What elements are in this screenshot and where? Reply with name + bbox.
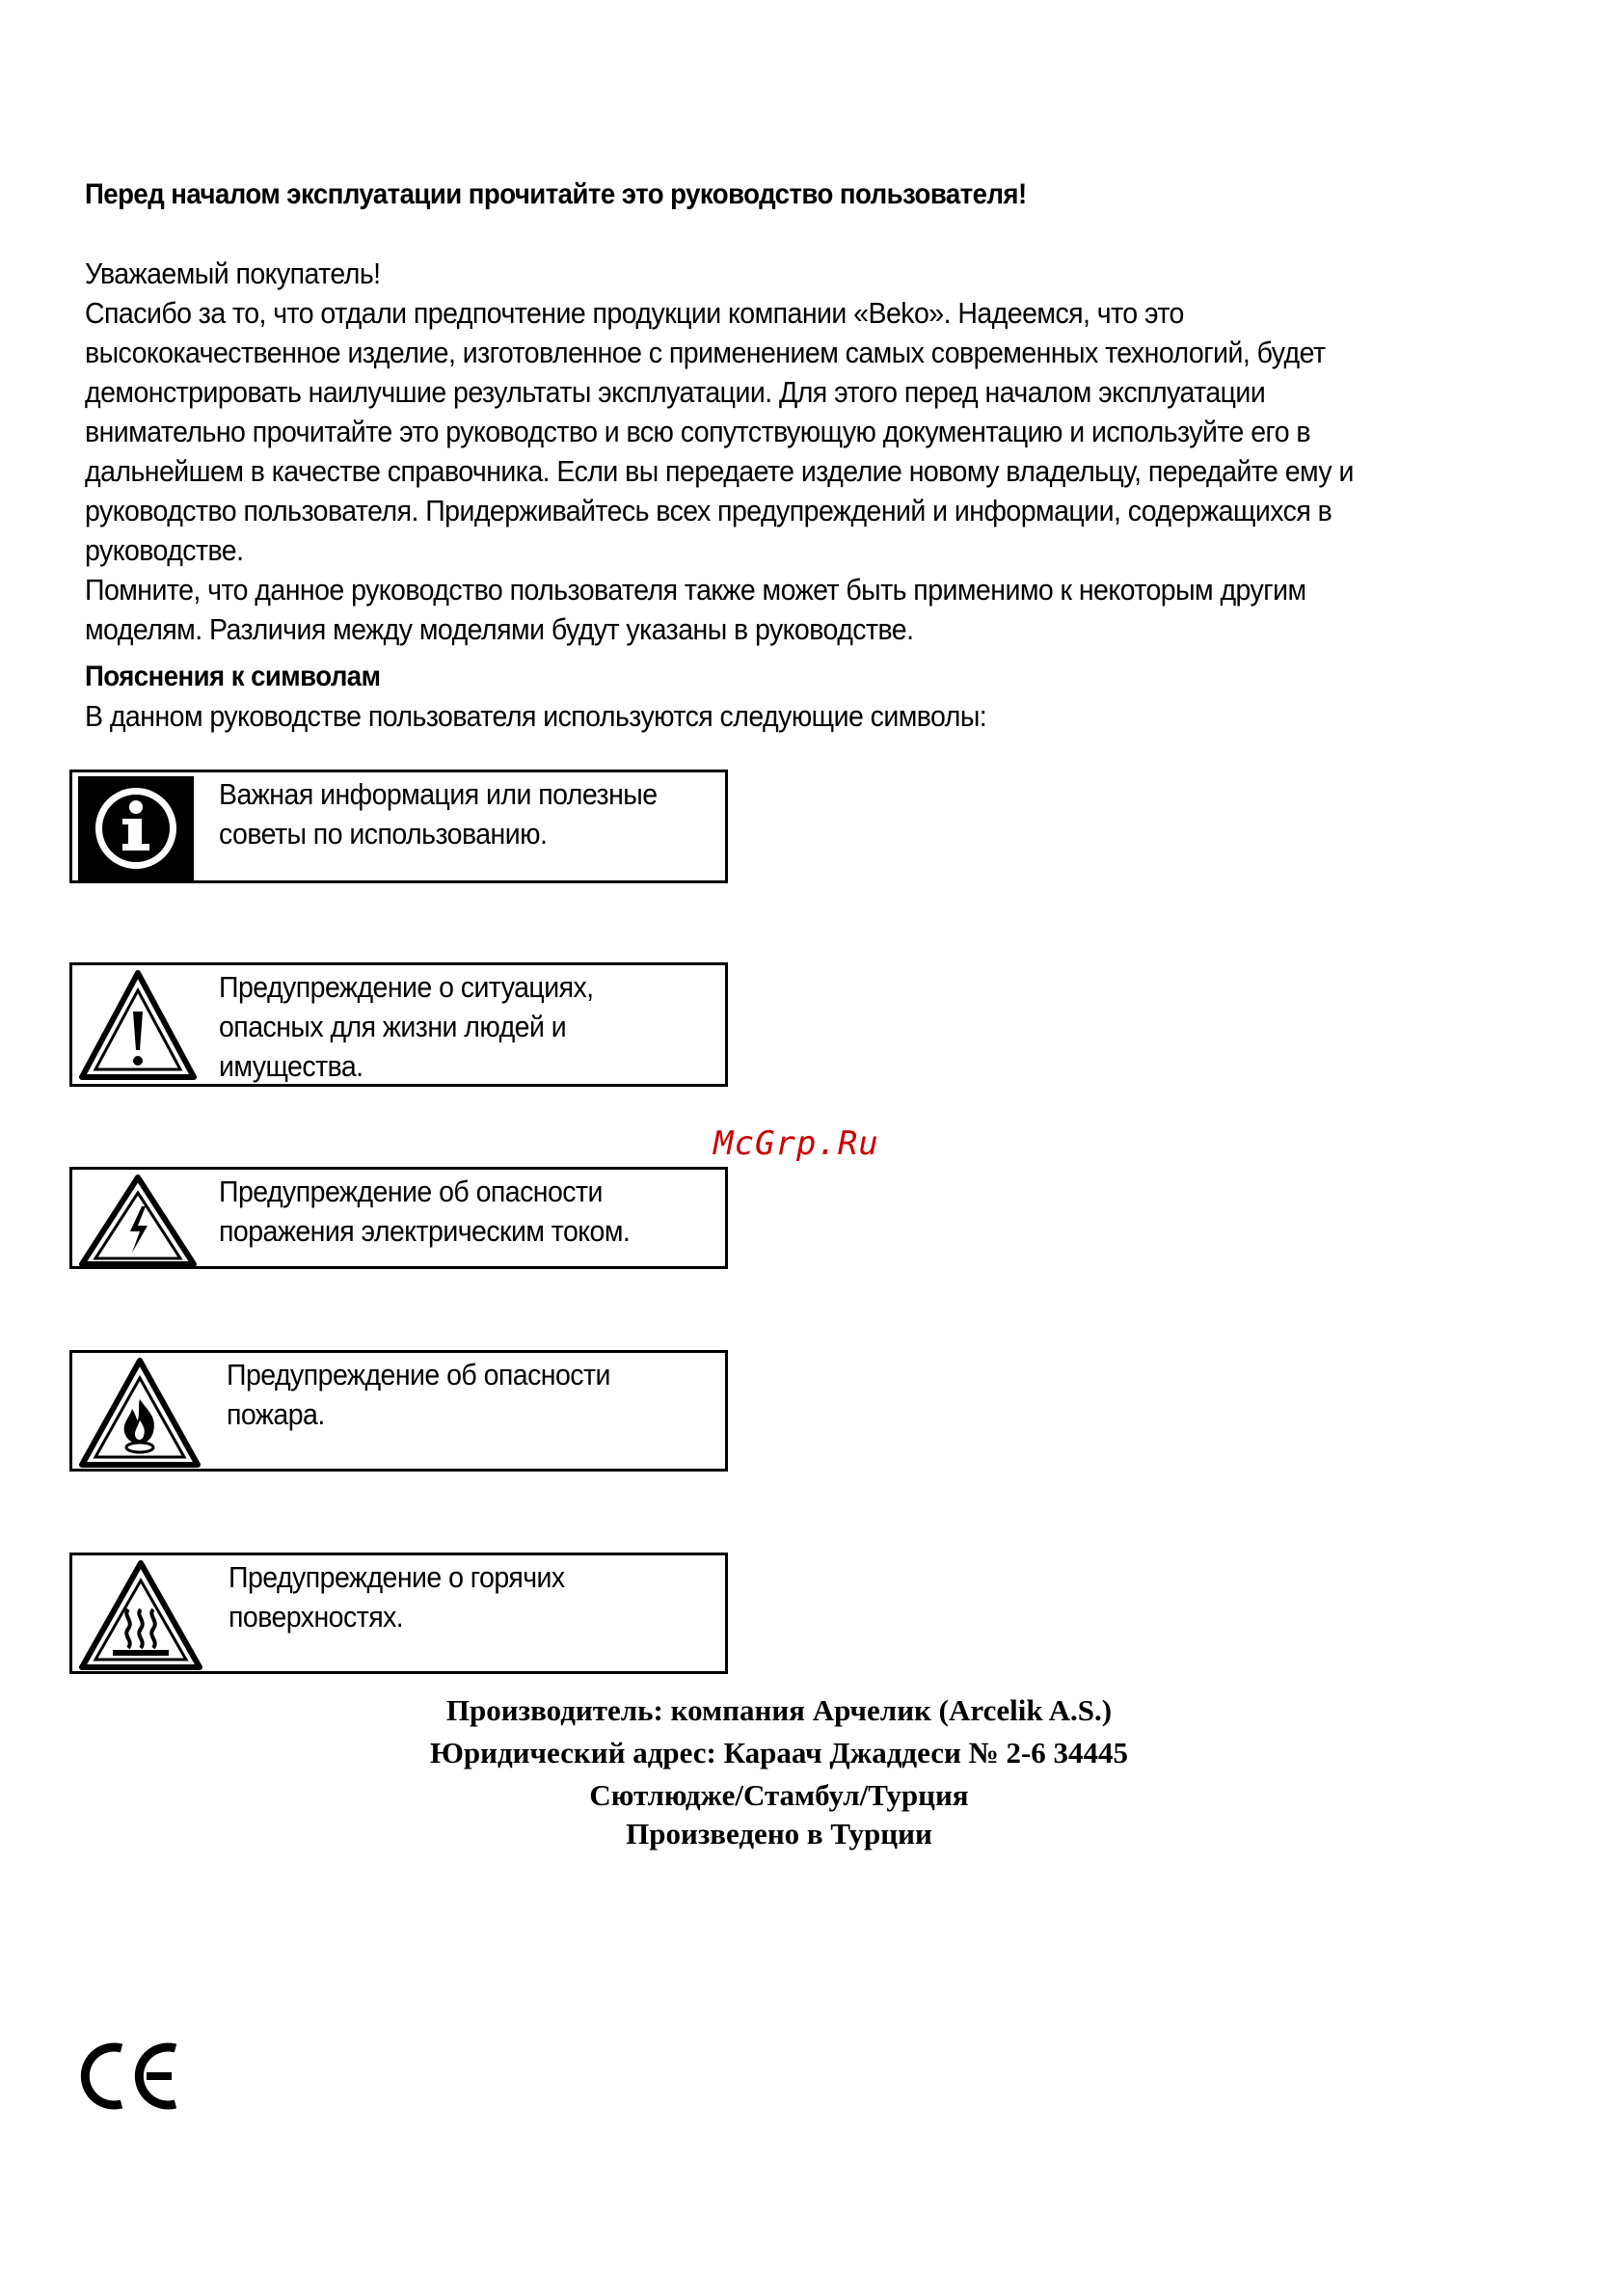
- symbol-box-info: [69, 770, 728, 883]
- symbol-text-line: Предупреждение об опасности: [227, 1358, 610, 1391]
- symbol-text-line: имущества.: [219, 1049, 363, 1083]
- symbol-text-line: поражения электрическим током.: [219, 1214, 631, 1248]
- intro-line: внимательно прочитайте это руководство и всю сопутствующую документацию и используйте его в: [85, 415, 1311, 448]
- watermark: McGrp.Ru: [713, 1124, 879, 1163]
- info-icon: [78, 776, 194, 880]
- symbols-title: Пояснения к символам: [85, 661, 381, 692]
- page-heading: Перед началом эксплуатации прочитайте это руководство пользователя!: [85, 178, 1027, 210]
- intro-text: [85, 254, 1504, 649]
- intro-line: дальнейшем в качестве справочника. Если вы передаете изделие новому владельцу, передайте ему и: [85, 454, 1354, 488]
- manufacturer-line: Производитель: компания Арчелик (Arcelik A.S.): [445, 1693, 1113, 1727]
- intro-line: Спасибо за то, что отдали предпочтение продукции компании «Beko». Надеемся, что это: [85, 296, 1184, 330]
- manufacturer-line: Сютлюдже/Стамбул/Турция: [589, 1778, 969, 1812]
- intro-line: Уважаемый покупатель!: [85, 257, 381, 290]
- symbol-text-line: опасных для жизни людей и: [219, 1010, 567, 1043]
- ce-mark-icon: [79, 2040, 181, 2112]
- warning-icon: [78, 969, 198, 1083]
- symbols-description: В данном руководстве пользователя используются следующие символы:: [85, 699, 987, 733]
- intro-line: моделям. Различия между моделями будут указаны в руководстве.: [85, 612, 914, 646]
- intro-line: высококачественное изделие, изготовленное с применением самых современных технологий, будет: [85, 336, 1326, 369]
- symbol-box-fire: [69, 1350, 728, 1472]
- electric-shock-icon: [78, 1174, 198, 1268]
- intro-line: демонстрировать наилучшие результаты эксплуатации. Для этого перед началом эксплуатации: [85, 375, 1266, 409]
- symbol-text-line: советы по использованию.: [219, 817, 548, 851]
- symbol-text-line: пожара.: [227, 1397, 325, 1431]
- symbol-text-line: Предупреждение о горячих: [229, 1560, 565, 1594]
- intro-line: руководство пользователя. Придерживайтесь всех предупреждений и информации, содержащихся в: [85, 494, 1332, 527]
- symbol-text-line: Предупреждение о ситуациях,: [219, 970, 594, 1004]
- intro-line: Помните, что данное руководство пользователя также может быть применимо к некоторым другим: [85, 573, 1306, 607]
- manufacturer-line: Юридический адрес: Караач Джаддеси № 2-6 34445: [429, 1736, 1129, 1769]
- manufacturer-info: [289, 1689, 1269, 1817]
- made-in: Произведено в Турции: [626, 1817, 932, 1850]
- symbol-box-warning: [69, 962, 728, 1087]
- symbol-text-line: Предупреждение об опасности: [219, 1175, 603, 1208]
- symbol-text-line: поверхностях.: [229, 1600, 404, 1634]
- symbol-text-line: Важная информация или полезные: [219, 777, 658, 811]
- symbol-box-electric: [69, 1167, 728, 1269]
- fire-icon: [78, 1357, 202, 1469]
- intro-line: руководстве.: [85, 533, 244, 567]
- hot-surface-icon: [78, 1559, 203, 1671]
- symbol-box-hot-surface: [69, 1553, 728, 1674]
